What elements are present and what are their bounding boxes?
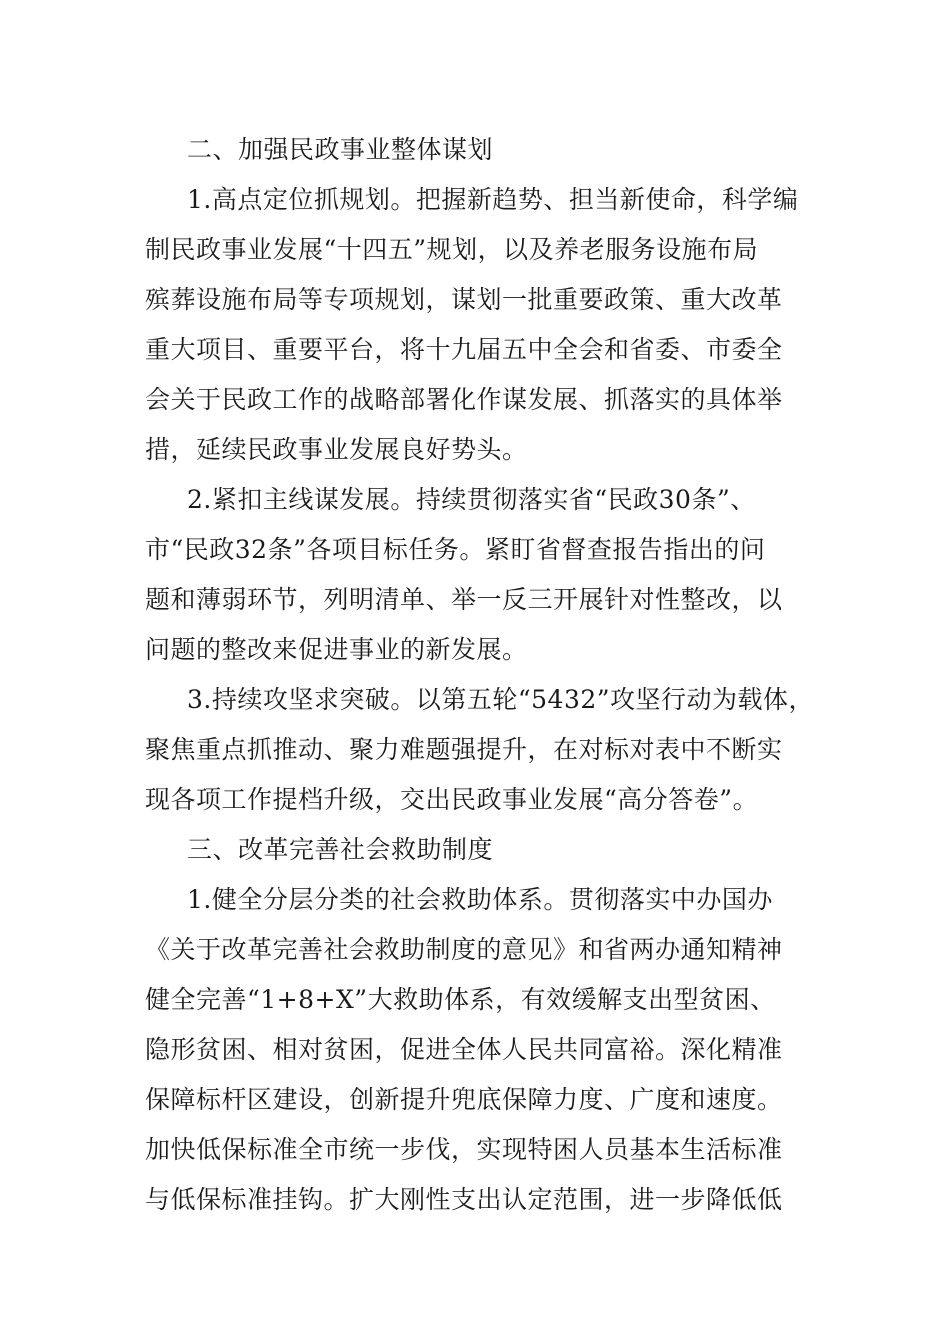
text-line: 1.健全分层分类的社会救助体系。贯彻落实中办国办 — [187, 885, 773, 914]
text-line: 殡葬设施布局等专项规划，谋划一批重要政策、重大改革 — [145, 285, 783, 314]
text-line: 问题的整改来促进事业的新发展。 — [145, 635, 528, 664]
section-heading-2: 二、加强民政事业整体谋划 — [187, 135, 494, 164]
text-line: 3.持续攻坚求突破。以第五轮“5432”攻坚行动为载体， — [187, 685, 815, 714]
text-line: 保障标杆区建设，创新提升兜底保障力度、广度和速度。 — [145, 1085, 783, 1114]
text-line: 会关于民政工作的战略部署化作谋发展、抓落实的具体举 — [145, 385, 783, 414]
text-line: 题和薄弱环节，列明清单、举一反三开展针对性整改，以 — [145, 585, 783, 614]
text-line: 市“民政32条”各项目标任务。紧盯省督查报告指出的问 — [145, 535, 766, 564]
text-line: 隐形贫困、相对贫困，促进全体人民共同富裕。深化精准 — [145, 1035, 783, 1064]
text-line: 重大项目、重要平台，将十九届五中全会和省委、市委全 — [145, 335, 783, 364]
text-line: 与低保标准挂钩。扩大刚性支出认定范围，进一步降低低 — [145, 1185, 783, 1214]
text-line: 措，延续民政事业发展良好势头。 — [145, 435, 528, 464]
text-line: 2.紧扣主线谋发展。持续贯彻落实省“民政30条”、 — [187, 485, 756, 514]
text-line: 1.高点定位抓规划。把握新趋势、担当新使命，科学编 — [187, 185, 799, 214]
text-line: 现各项工作提档升级，交出民政事业发展“高分答卷”。 — [145, 785, 759, 814]
text-line: 健全完善“1+8+X”大救助体系，有效缓解支出型贫困、 — [145, 985, 776, 1014]
section-heading-3: 三、改革完善社会救助制度 — [187, 835, 494, 864]
text-line: 聚焦重点抓推动、聚力难题强提升，在对标对表中不断实 — [145, 735, 783, 764]
text-line: 制民政事业发展“十四五”规划，以及养老服务设施布局 — [145, 235, 759, 264]
text-line: 加快低保标准全市统一步伐，实现特困人员基本生活标准 — [145, 1135, 783, 1164]
text-line: 《关于改革完善社会救助制度的意见》和省两办通知精神 — [145, 935, 783, 964]
